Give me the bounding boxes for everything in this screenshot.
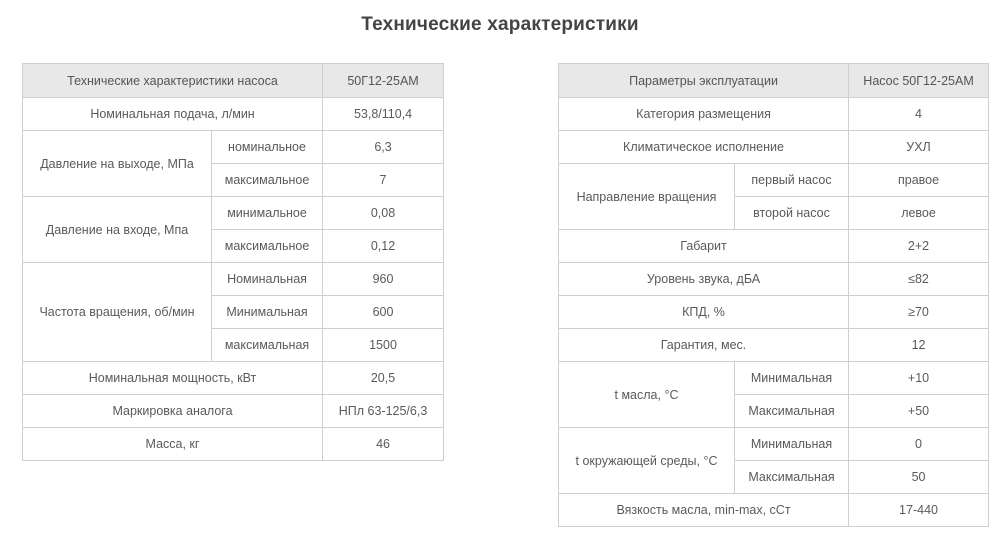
row-label: Вязкость масла, min-max, сСт (559, 494, 849, 527)
sub-label: минимальное (212, 197, 323, 230)
table-row (23, 263, 444, 296)
group-label: t окружающей среды, °С (559, 428, 735, 494)
table-row (559, 329, 989, 362)
row-value: НПл 63-125/6,3 (323, 395, 444, 428)
row-value: 17-440 (849, 494, 989, 527)
table-row (23, 98, 444, 131)
header-cell: Параметры эксплуатации (559, 64, 849, 98)
row-label: Номинальная подача, л/мин (23, 98, 323, 131)
table-row (559, 494, 989, 527)
sub-label: Максимальная (735, 461, 849, 494)
header-cell: 50Г12-25АМ (323, 64, 444, 98)
group-label: t масла, °С (559, 362, 735, 428)
group-label: Частота вращения, об/мин (23, 263, 212, 362)
row-label: Масса, кг (23, 428, 323, 461)
row-label: Климатическое исполнение (559, 131, 849, 164)
row-value: 46 (323, 428, 444, 461)
row-label: Гарантия, мес. (559, 329, 849, 362)
table-row (23, 395, 444, 428)
row-value: 50 (849, 461, 989, 494)
row-value: 4 (849, 98, 989, 131)
row-value: 960 (323, 263, 444, 296)
row-value: 0,08 (323, 197, 444, 230)
row-label: Габарит (559, 230, 849, 263)
table-row (559, 230, 989, 263)
table-row (23, 362, 444, 395)
table-row (559, 296, 989, 329)
sub-label: второй насос (735, 197, 849, 230)
sub-label: максимальная (212, 329, 323, 362)
group-label: Давление на входе, Мпа (23, 197, 212, 263)
table-row (559, 98, 989, 131)
row-label: Номинальная мощность, кВт (23, 362, 323, 395)
row-value: 53,8/110,4 (323, 98, 444, 131)
row-label: Маркировка аналога (23, 395, 323, 428)
sub-label: первый насос (735, 164, 849, 197)
row-value: +10 (849, 362, 989, 395)
table-row (559, 263, 989, 296)
row-value: 7 (323, 164, 444, 197)
table-row (559, 428, 989, 461)
row-label: Категория размещения (559, 98, 849, 131)
table-row (23, 197, 444, 230)
row-value: правое (849, 164, 989, 197)
row-value: левое (849, 197, 989, 230)
sub-label: Максимальная (735, 395, 849, 428)
row-label: Уровень звука, дБА (559, 263, 849, 296)
row-value: 600 (323, 296, 444, 329)
table-row (23, 428, 444, 461)
row-value: 20,5 (323, 362, 444, 395)
sub-label: Номинальная (212, 263, 323, 296)
row-value: УХЛ (849, 131, 989, 164)
sub-label: Минимальная (735, 362, 849, 395)
header-cell: Насос 50Г12-25АМ (849, 64, 989, 98)
row-label: КПД, % (559, 296, 849, 329)
sub-label: максимальное (212, 230, 323, 263)
operation-params-table (558, 63, 989, 527)
table-row (23, 131, 444, 164)
sub-label: Минимальная (212, 296, 323, 329)
pump-specs-table (22, 63, 444, 461)
row-value: 0,12 (323, 230, 444, 263)
sub-label: номинальное (212, 131, 323, 164)
group-label: Направление вращения (559, 164, 735, 230)
table-header-row (23, 64, 444, 98)
table-row (559, 362, 989, 395)
sub-label: максимальное (212, 164, 323, 197)
page-title: Технические характеристики (361, 14, 639, 35)
row-value: 1500 (323, 329, 444, 362)
row-value: 6,3 (323, 131, 444, 164)
row-value: ≥70 (849, 296, 989, 329)
group-label: Давление на выходе, МПа (23, 131, 212, 197)
header-cell: Технические характеристики насоса (23, 64, 323, 98)
row-value: 2+2 (849, 230, 989, 263)
row-value: +50 (849, 395, 989, 428)
sub-label: Минимальная (735, 428, 849, 461)
table-header-row (559, 64, 989, 98)
row-value: ≤82 (849, 263, 989, 296)
row-value: 12 (849, 329, 989, 362)
table-row (559, 164, 989, 197)
table-row (559, 131, 989, 164)
row-value: 0 (849, 428, 989, 461)
